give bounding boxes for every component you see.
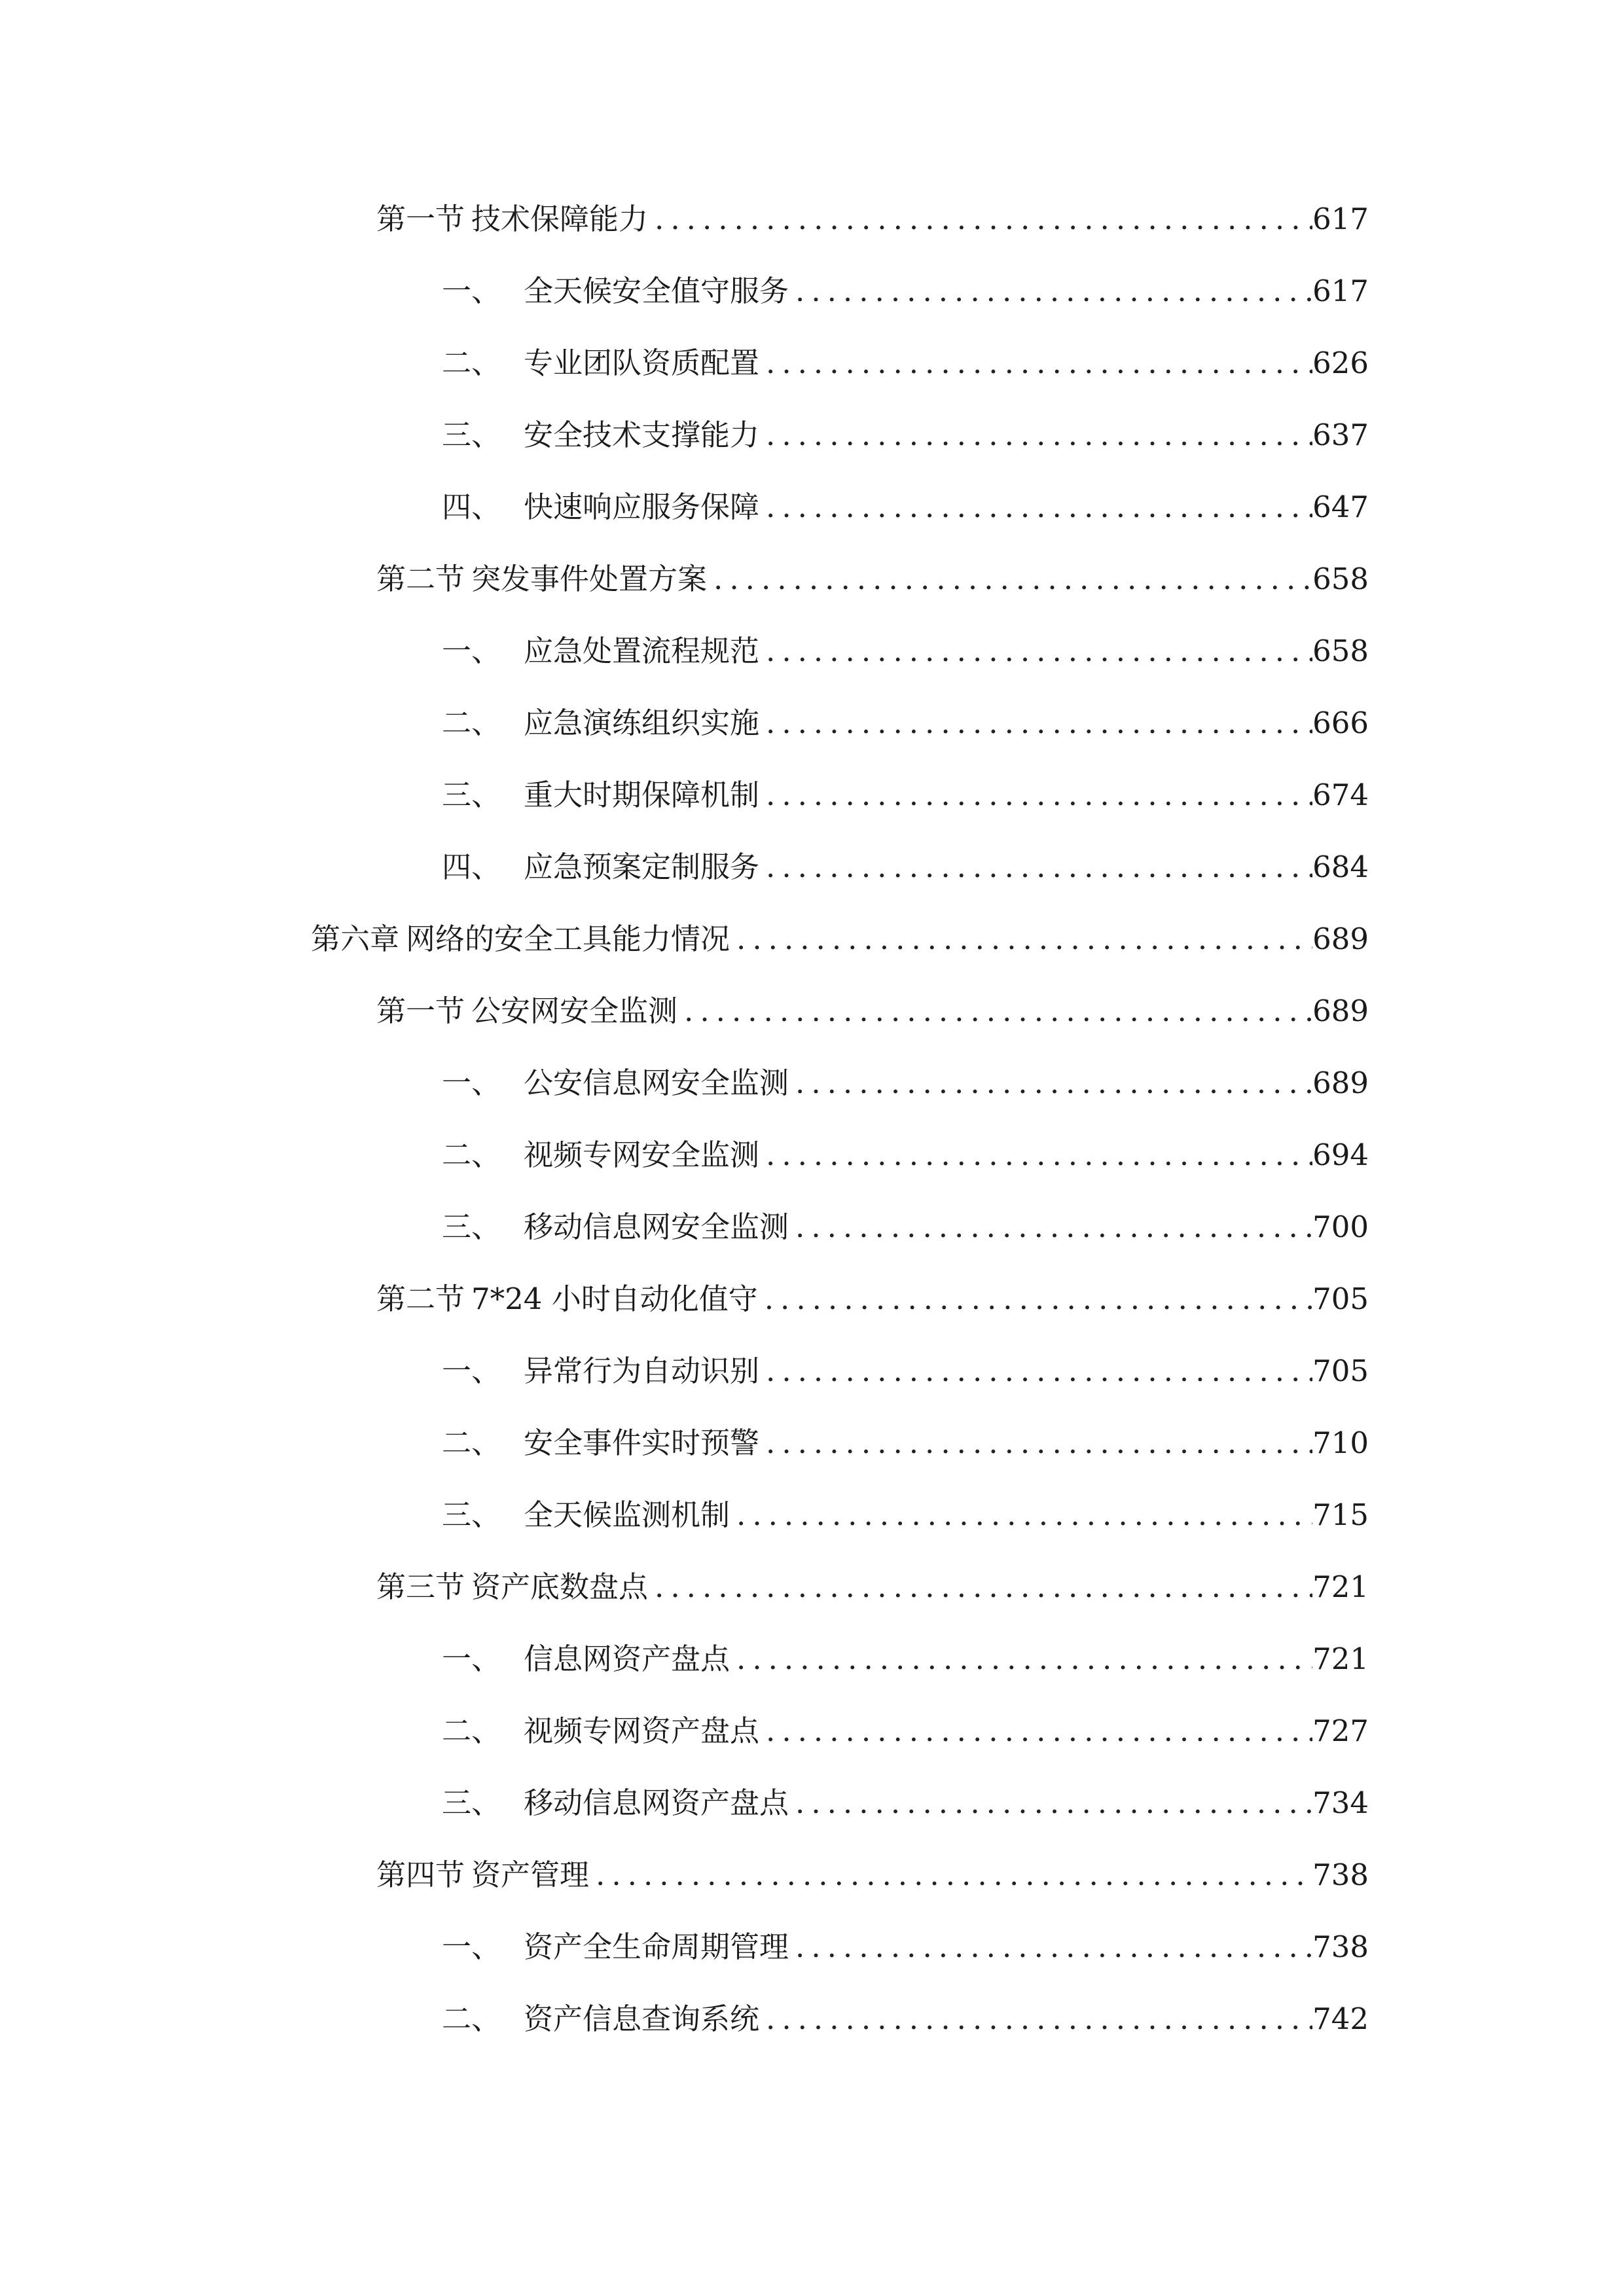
toc-entry <box>442 769 1369 821</box>
entry-page-number: 689 <box>1312 922 1369 956</box>
toc-entry <box>442 697 1369 749</box>
entry-number: 第二节 <box>376 1282 465 1316</box>
entry-page-number: 694 <box>1312 1138 1369 1172</box>
entry-number: 一、 <box>442 634 501 668</box>
toc-entry <box>442 1057 1369 1109</box>
toc-entry <box>442 1777 1369 1829</box>
dot-leader <box>677 985 1312 1037</box>
entry-title: 重大时期保障机制 <box>524 778 760 812</box>
entry-number: 第一节 <box>376 202 465 236</box>
toc-entry <box>376 1849 1369 1901</box>
dot-leader <box>759 1993 1312 2045</box>
entry-page-number: 721 <box>1312 1641 1369 1676</box>
toc-entry <box>311 913 1369 965</box>
entry-number: 第二节 <box>376 562 465 596</box>
entry-title: 资产信息查询系统 <box>524 2001 760 2036</box>
toc-entry <box>376 1561 1369 1613</box>
entry-title: 全天候安全值守服务 <box>524 274 789 308</box>
dot-leader <box>789 1057 1312 1109</box>
dot-leader <box>759 697 1312 749</box>
dot-leader <box>759 1129 1312 1181</box>
entry-page-number: 738 <box>1312 1857 1369 1892</box>
entry-page-number: 684 <box>1312 850 1369 884</box>
entry-title: 资产全生命周期管理 <box>524 1929 789 1964</box>
dot-leader <box>759 769 1312 821</box>
entry-title: 公安网安全监测 <box>471 994 678 1028</box>
toc-entry <box>442 1201 1369 1253</box>
toc-entry <box>442 625 1369 677</box>
entry-number: 四、 <box>442 850 501 884</box>
entry-number: 四、 <box>442 490 501 524</box>
dot-leader <box>759 841 1312 893</box>
entry-page-number: 626 <box>1312 346 1369 380</box>
toc-entry <box>442 1417 1369 1469</box>
dot-leader <box>759 1417 1312 1469</box>
toc-entry <box>442 1633 1369 1685</box>
entry-page-number: 658 <box>1312 634 1369 668</box>
entry-number: 一、 <box>442 1641 501 1676</box>
toc-entry <box>442 1705 1369 1757</box>
entry-page-number: 689 <box>1312 994 1369 1028</box>
entry-number: 第三节 <box>376 1570 465 1604</box>
dot-leader <box>789 1201 1312 1253</box>
toc-entry <box>442 1921 1369 1973</box>
entry-number: 一、 <box>442 1354 501 1388</box>
entry-page-number: 666 <box>1312 706 1369 740</box>
entry-title: 安全事件实时预警 <box>524 1426 760 1460</box>
entry-title: 技术保障能力 <box>471 202 649 236</box>
dot-leader <box>759 481 1312 533</box>
entry-number: 二、 <box>442 1138 501 1172</box>
entry-page-number: 742 <box>1312 2001 1369 2036</box>
entry-title: 资产底数盘点 <box>471 1570 649 1604</box>
entry-title: 应急演练组织实施 <box>524 706 760 740</box>
entry-title: 应急处置流程规范 <box>524 634 760 668</box>
toc-entry <box>442 481 1369 533</box>
toc-entry <box>442 265 1369 317</box>
entry-page-number: 658 <box>1312 562 1369 596</box>
entry-title: 视频专网安全监测 <box>524 1138 760 1172</box>
entry-title: 信息网资产盘点 <box>524 1641 731 1676</box>
toc-entry <box>442 337 1369 389</box>
toc-entry <box>376 553 1369 605</box>
entry-number: 二、 <box>442 1713 501 1748</box>
dot-leader <box>589 1849 1312 1901</box>
entry-number: 第六章 <box>311 922 400 956</box>
entry-title: 快速响应服务保障 <box>524 490 760 524</box>
entry-number: 第一节 <box>376 994 465 1028</box>
entry-title: 网络的安全工具能力情况 <box>406 922 731 956</box>
dot-leader <box>759 1345 1312 1397</box>
toc-entry <box>442 1129 1369 1181</box>
dot-leader <box>730 913 1312 965</box>
toc-entry <box>442 1993 1369 2045</box>
entry-number: 二、 <box>442 346 501 380</box>
entry-page-number: 710 <box>1312 1426 1369 1460</box>
toc-entry <box>442 1489 1369 1541</box>
entry-title: 安全技术支撑能力 <box>524 418 760 452</box>
entry-number: 二、 <box>442 1426 501 1460</box>
entry-title: 公安信息网安全监测 <box>524 1066 789 1100</box>
entry-number: 三、 <box>442 1498 501 1532</box>
dot-leader <box>648 193 1312 245</box>
dot-leader <box>789 265 1312 317</box>
dot-leader <box>789 1777 1312 1829</box>
entry-page-number: 700 <box>1312 1210 1369 1244</box>
entry-title: 移动信息网安全监测 <box>524 1210 789 1244</box>
entry-page-number: 721 <box>1312 1570 1369 1604</box>
toc-entry <box>442 841 1369 893</box>
entry-page-number: 674 <box>1312 778 1369 812</box>
toc-entry <box>442 409 1369 461</box>
toc-entry <box>376 985 1369 1037</box>
entry-number: 二、 <box>442 2001 501 2036</box>
entry-page-number: 715 <box>1312 1498 1369 1532</box>
entry-number: 二、 <box>442 706 501 740</box>
entry-page-number: 637 <box>1312 418 1369 452</box>
entry-number: 一、 <box>442 1066 501 1100</box>
entry-title: 7*24 小时自动化值守 <box>471 1282 758 1316</box>
entry-number: 第四节 <box>376 1857 465 1892</box>
entry-page-number: 617 <box>1312 202 1369 236</box>
entry-page-number: 647 <box>1312 490 1369 524</box>
entry-title: 全天候监测机制 <box>524 1498 731 1532</box>
toc-entry <box>442 1345 1369 1397</box>
entry-title: 视频专网资产盘点 <box>524 1713 760 1748</box>
entry-page-number: 727 <box>1312 1713 1369 1748</box>
dot-leader <box>758 1273 1312 1325</box>
entry-title: 资产管理 <box>471 1857 590 1892</box>
dot-leader <box>759 625 1312 677</box>
entry-page-number: 738 <box>1312 1929 1369 1964</box>
dot-leader <box>707 553 1312 605</box>
entry-number: 三、 <box>442 1210 501 1244</box>
entry-title: 移动信息网资产盘点 <box>524 1785 789 1820</box>
entry-number: 三、 <box>442 778 501 812</box>
entry-number: 一、 <box>442 274 501 308</box>
entry-page-number: 705 <box>1312 1282 1369 1316</box>
entry-title: 专业团队资质配置 <box>524 346 760 380</box>
dot-leader <box>648 1561 1312 1613</box>
dot-leader <box>759 337 1312 389</box>
dot-leader <box>730 1633 1312 1685</box>
dot-leader <box>730 1489 1312 1541</box>
entry-title: 应急预案定制服务 <box>524 850 760 884</box>
entry-number: 一、 <box>442 1929 501 1964</box>
entry-page-number: 617 <box>1312 274 1369 308</box>
entry-title: 突发事件处置方案 <box>471 562 708 596</box>
dot-leader <box>759 1705 1312 1757</box>
dot-leader <box>759 409 1312 461</box>
entry-number: 三、 <box>442 418 501 452</box>
dot-leader <box>789 1921 1312 1973</box>
toc-entry <box>376 193 1369 245</box>
entry-page-number: 705 <box>1312 1354 1369 1388</box>
entry-title: 异常行为自动识别 <box>524 1354 760 1388</box>
entry-page-number: 689 <box>1312 1066 1369 1100</box>
entry-page-number: 734 <box>1312 1785 1369 1820</box>
toc-entry <box>376 1273 1369 1325</box>
entry-number: 三、 <box>442 1785 501 1820</box>
